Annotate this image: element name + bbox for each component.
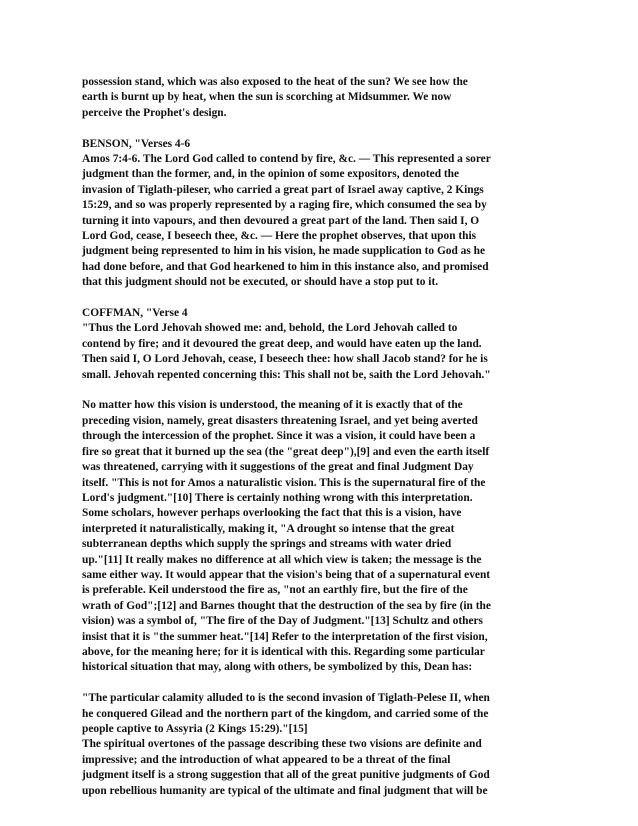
text-line: judgment than the former, and, in the opinion of some expositors, denoted the — [82, 168, 460, 181]
text-line: insist that it is "the summer heat."[14] Refer to the interpretation of the first vision, — [82, 630, 488, 643]
text-line: up."[11] It really makes no difference at all which view is taken; the message is the — [82, 553, 482, 566]
paragraph-coffman-verse — [82, 306, 560, 383]
text-line: was threatened, carrying with it suggestions of the great and final Judgment Day — [82, 461, 474, 474]
text-line: No matter how this vision is understood, the meaning of it is exactly that of the — [82, 399, 463, 412]
document-page — [82, 75, 560, 799]
text-line: impressive; and the introduction of what appeared to be a threat of the final — [82, 753, 451, 766]
text-line: through the intercession of the prophet. Since it was a vision, it could have been a — [82, 430, 476, 443]
text-line: fire so great that it burned up the sea (the "great deep"),[9] and even the earth itself — [82, 445, 490, 458]
text-line: judgment itself is a strong suggestion that all of the great punitive judgments of God — [82, 769, 490, 782]
text-line: judgment being represented to him in his vision, he made supplication to God as he — [82, 245, 486, 258]
text-line: wrath of God";[12] and Barnes thought that the destruction of the sea by fire (in the — [82, 599, 491, 612]
text-line: above, for the meaning here; for it is identical with this. Regarding some particular — [82, 645, 485, 658]
text-line: small. Jehovah repented concerning this: This shall not be, saith the Lord Jehovah." — [82, 368, 491, 381]
text-line: interpreted it naturalistically, making it, "A drought so intense that the great — [82, 522, 455, 535]
text-line: is preferable. Keil understood the fire as, "not an earthly fire, but the fire of the — [82, 584, 468, 597]
paragraph-benson-commentary — [82, 137, 560, 291]
section-heading: BENSON, "Verses 4-6 — [82, 137, 191, 150]
text-line: perceive the Prophet's design. — [82, 106, 227, 119]
text-line: Amos 7:4-6. The Lord God called to contend by fire, &c. — This represented a sorer — [82, 153, 491, 166]
text-line: upon rebellious humanity are typical of the ultimate and final judgment that will be — [82, 784, 488, 797]
text-line: The spiritual overtones of the passage describing these two visions are definite and — [82, 738, 482, 751]
text-line: historical situation that may, along with others, be symbolized by this, Dean has: — [82, 661, 473, 674]
text-line: people captive to Assyria (2 Kings 15:29)."[15] — [82, 723, 308, 735]
text-line: possession stand, which was also exposed to the heat of the sun? We see how the — [82, 76, 468, 88]
text-line: same either way. It would appear that the vision's being that of a supernatural event — [82, 568, 491, 581]
text-line: he conquered Gilead and the northern part of the kingdom, and carried some of the — [82, 707, 489, 720]
text-line: Some scholars, however perhaps overlooking the fact that this is a vision, have — [82, 507, 462, 520]
text-line: itself. "This is not for Amos a naturalistic vision. This is the supernatural fire of the — [82, 476, 486, 489]
text-line: "Thus the Lord Jehovah showed me: and, behold, the Lord Jehovah called to — [82, 322, 458, 335]
text-line: 15:29, and so was properly represented by a raging fire, which consumed the sea by — [82, 199, 487, 212]
text-line: preceding vision, namely, great disasters threatening Israel, and yet being averted — [82, 414, 478, 427]
text-line: "The particular calamity alluded to is the second invasion of Tiglath-Pelese II, when — [82, 692, 490, 705]
paragraph-calvin-excerpt — [82, 75, 560, 121]
text-line: Then said I, O Lord Jehovah, cease, I beseech thee: how shall Jacob stand? for he is — [82, 353, 488, 366]
text-line: invasion of Tiglath-pileser, who carried a great part of Israel away captive, 2 Kings — [82, 183, 484, 196]
text-line: that this judgment should not be executed, or should have a stop put to it. — [82, 276, 439, 289]
text-line: Lord God, cease, I beseech thee, &c. — Here the prophet observes, that upon this — [82, 230, 477, 243]
text-line: vision) was a symbol of, "The fire of the Day of Judgment."[13] Schultz and others — [82, 615, 483, 628]
text-line: earth is burnt up by heat, when the sun is scorching at Midsummer. We now — [82, 91, 452, 104]
text-line: turning it into vapours, and then devoured a great part of the land. Then said I, O — [82, 214, 480, 227]
text-line: subterranean depths which supply the springs and streams with water dried — [82, 538, 452, 551]
text-line: Lord's judgment."[10] There is certainly nothing wrong with this interpretation. — [82, 491, 473, 504]
paragraph-coffman-commentary — [82, 398, 560, 675]
text-line: had done before, and that God hearkened to him in this instance also, and promised — [82, 260, 489, 273]
text-line: contend by fire; and it devoured the great deep, and would have eaten up the land. — [82, 337, 482, 350]
section-heading: COFFMAN, "Verse 4 — [82, 307, 188, 320]
paragraph-dean-quote — [82, 691, 560, 799]
